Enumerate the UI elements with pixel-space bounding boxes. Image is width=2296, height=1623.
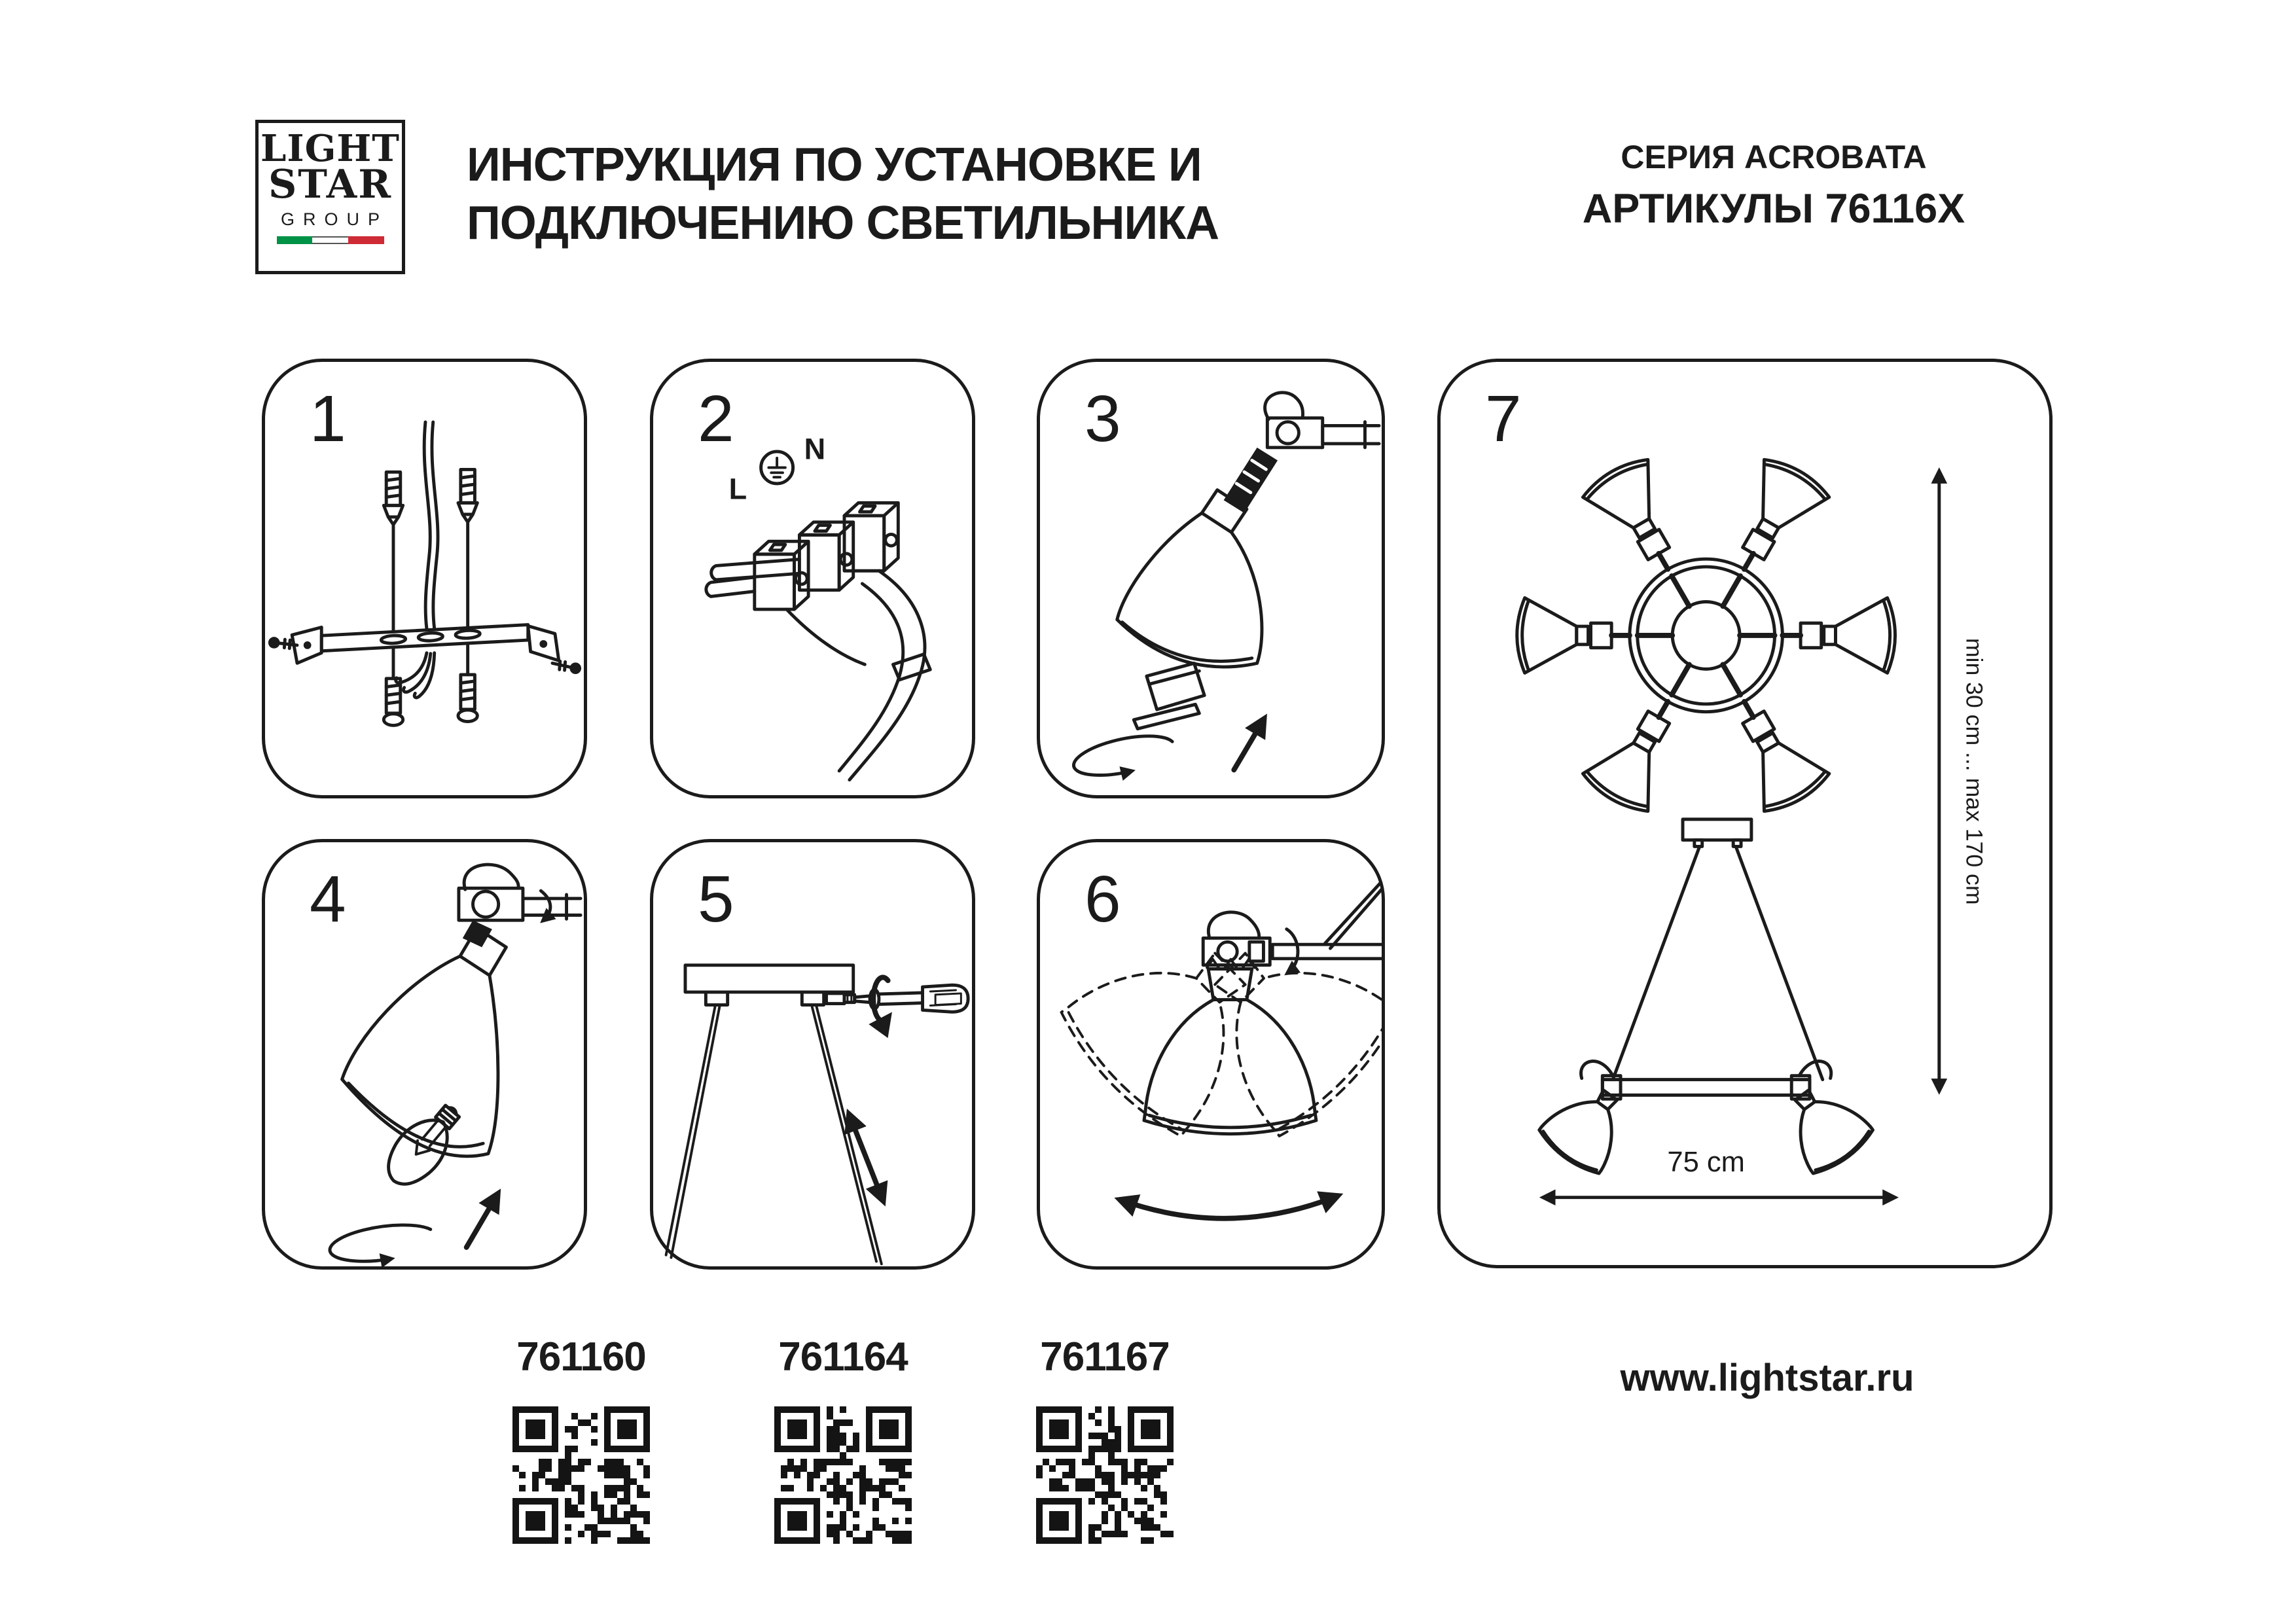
qr-code-3: [1036, 1406, 1174, 1544]
step-6-tilt-adjust-drawing: [1040, 842, 1382, 1266]
logo-word-star: STAR: [268, 162, 393, 207]
step-5-canopy-screwdriver-drawing: [653, 842, 972, 1266]
article-code-3: 761167: [1040, 1334, 1170, 1380]
step-panel-4: [262, 839, 587, 1270]
article-block-1: [512, 1334, 651, 1547]
step-number-4: 4: [310, 863, 346, 936]
step-panel-3: [1037, 359, 1385, 798]
step-3-shade-ring-drawing: [1040, 362, 1382, 795]
step-panel-6: [1037, 839, 1385, 1270]
chandelier-top-view: [1517, 453, 1895, 818]
step-4-bulb-drawing: [265, 842, 584, 1266]
articles-code: АРТИКУЛЫ 76116X: [1582, 186, 1965, 232]
qr-code-2: [774, 1406, 912, 1544]
qr-code-1: [512, 1406, 650, 1544]
page-title: [467, 136, 1219, 253]
italian-flag-icon: [277, 236, 384, 244]
chandelier-side-view: [1535, 819, 1877, 1179]
flag-green: [277, 236, 313, 244]
width-dimension-label: 75 cm: [1667, 1147, 1745, 1179]
step-number-3: 3: [1085, 382, 1121, 455]
article-code-1: 761160: [516, 1334, 646, 1380]
step-panel-2: [650, 359, 975, 798]
height-range-label: min 30 cm ... max 170 cm: [1961, 637, 1988, 905]
article-block-3: [1035, 1334, 1174, 1547]
lightstar-logo: [255, 120, 405, 274]
step-1-mounting-bracket-drawing: [265, 362, 584, 795]
flag-white: [312, 236, 348, 244]
flag-red: [348, 236, 384, 244]
step-2-terminal-block-drawing: [653, 362, 972, 795]
step-panel-7: [1437, 359, 2053, 1268]
article-code-2: 761164: [778, 1334, 908, 1380]
step-number-1: 1: [310, 382, 346, 455]
logo-word-light: LIGHT: [260, 127, 400, 170]
page-title-line1: ИНСТРУКЦИЯ ПО УСТАНОВКЕ И: [467, 139, 1202, 191]
step-panel-1: [262, 359, 587, 798]
article-block-2: [774, 1334, 912, 1547]
terminal-label-neutral: N: [804, 432, 826, 466]
earth-symbol-icon: [761, 452, 793, 484]
step-number-2: 2: [698, 382, 734, 455]
terminal-label-live: L: [728, 472, 747, 506]
website-url: www.lightstar.ru: [1620, 1357, 1914, 1399]
logo-word-group: GROUP: [280, 209, 388, 229]
step-number-7: 7: [1485, 382, 1522, 455]
series-header: [1545, 139, 2003, 232]
step-panel-5: [650, 839, 975, 1270]
series-name: СЕРИЯ ACROBATA: [1621, 139, 1927, 175]
page-title-line2: ПОДКЛЮЧЕНИЮ СВЕТИЛЬНИКА: [467, 197, 1219, 249]
step-number-5: 5: [698, 863, 734, 936]
step-number-6: 6: [1085, 863, 1121, 936]
step-7-dimensions-drawing: [1441, 362, 2049, 1265]
